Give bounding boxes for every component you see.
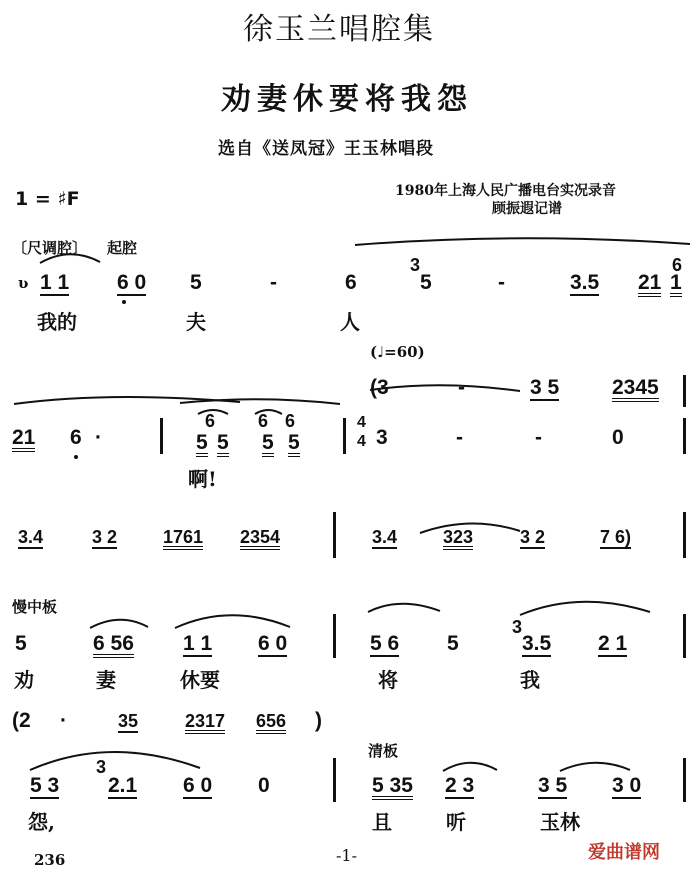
note-group: 656 [256, 712, 286, 734]
note-group: 2354 [240, 528, 280, 550]
note: 5 [447, 632, 459, 655]
barline [683, 375, 686, 407]
note-group: 3.4 [372, 527, 398, 547]
barline [683, 512, 686, 558]
note-group: 2.1 [108, 774, 138, 797]
barline [333, 512, 336, 558]
note-group: 7 6) [600, 527, 632, 547]
dash: - [535, 426, 542, 449]
note: 5 [217, 432, 229, 457]
corner-number: 236 [34, 851, 66, 869]
note-group: 21 [638, 272, 661, 297]
barline [333, 758, 336, 802]
grace-note: 6 [205, 411, 216, 431]
rest: 0 [258, 774, 270, 797]
lyric: 且 [372, 810, 392, 834]
breath-mark: ʋ [18, 274, 29, 292]
grace-note: 6 [285, 411, 296, 431]
barline [333, 614, 336, 658]
note-group: 3 0 [612, 774, 642, 797]
lyric: 听 [446, 810, 466, 834]
lyric: 我的 [37, 310, 77, 334]
note-group: 6 0 [258, 632, 288, 655]
page-number: -1- [336, 846, 357, 865]
note-group: 3 2 [92, 527, 118, 547]
rest: 0 [612, 426, 624, 449]
dash: - [498, 271, 505, 294]
lyric: 将 [378, 668, 398, 692]
lyric: 休要 [180, 668, 220, 692]
note-group: 35 [118, 711, 139, 731]
lyric: 劝 [14, 668, 34, 692]
lyric: 人 [340, 310, 360, 334]
barline [683, 418, 686, 454]
note-group: 3.4 [18, 527, 44, 547]
source-line: 选自《送凤冠》王玉林唱段 [218, 139, 434, 159]
note: 5 [190, 271, 202, 294]
time-signature-top: 4 [357, 414, 366, 431]
note-group: 21 [12, 427, 35, 452]
lyric: 啊! [188, 467, 217, 491]
note: 3 [376, 426, 388, 449]
note-group: 6 0 [183, 774, 213, 797]
note-group: 2317 [185, 712, 225, 734]
note: 5 [262, 432, 274, 457]
closing-paren: ) [315, 709, 322, 732]
collection-title: 徐玉兰唱腔集 [243, 12, 435, 47]
note-group: 3.5 [522, 632, 552, 655]
note-group: 6 0 [117, 271, 147, 294]
note-group: 2 1 [598, 632, 628, 655]
note-group: 5 35 [372, 775, 413, 800]
transcriber: 顾振遐记谱 [492, 201, 562, 217]
note: 5 [196, 432, 208, 457]
barline [160, 418, 163, 454]
time-signature-bottom: 4 [357, 433, 366, 450]
grace-note: 3 [410, 255, 421, 275]
note-group: 3 5 [538, 774, 568, 797]
intro-note: (3 [370, 376, 389, 399]
low-octave-dot [74, 455, 78, 459]
grace-note: 6 [672, 255, 683, 275]
key-signature: 1 = ♯F [15, 188, 80, 210]
barline [683, 614, 686, 658]
note-group: 1 1 [183, 632, 213, 655]
lyric: 夫 [186, 310, 206, 334]
dash: - [458, 376, 465, 399]
note-group: 5 3 [30, 774, 60, 797]
grace-note: 6 [258, 411, 269, 431]
note: 5 [420, 271, 432, 294]
watermark-logo: 爱曲谱网 [588, 842, 660, 863]
dot-extension: · [60, 709, 67, 732]
lyric: 妻 [96, 668, 116, 692]
dash: - [270, 271, 277, 294]
intro-note-group: 3 5 [530, 376, 560, 399]
lyric: 玉林 [540, 810, 580, 834]
intro-label: 〔尺调腔〕 [12, 239, 88, 257]
tempo-marking: 慢中板 [12, 598, 58, 616]
note: 6 [70, 426, 82, 449]
tempo-mark: (♩=60) [370, 343, 425, 361]
dash: - [456, 426, 463, 449]
note-group: 5 6 [370, 632, 400, 655]
barline [683, 758, 686, 802]
note-group: 3.5 [570, 271, 600, 294]
recording-info: 1980年上海人民广播电台实况录音 [395, 183, 616, 199]
note: 5 [288, 432, 300, 457]
note-group: 3 2 [520, 527, 546, 547]
note: 1 [670, 272, 682, 297]
note: 5 [15, 632, 27, 655]
note-group: 323 [443, 528, 473, 550]
dot-extension: · [95, 426, 102, 449]
grace-note: 3 [96, 757, 107, 777]
intro-note-group: 2345 [612, 377, 659, 402]
note-group: 1 1 [40, 271, 70, 294]
start-label: 起腔 [107, 239, 138, 257]
low-octave-dot [122, 300, 126, 304]
lyric: 怨, [28, 810, 55, 834]
note-group: 6 56 [93, 633, 134, 658]
note: (2 [12, 709, 31, 732]
note: 6 [345, 271, 357, 294]
song-title: 劝妻休要将我怨 [221, 82, 473, 117]
section-marking: 清板 [368, 742, 399, 760]
barline [343, 418, 346, 454]
note-group: 2 3 [445, 774, 475, 797]
grace-note: 3 [512, 617, 523, 637]
lyric: 我 [520, 668, 540, 692]
note-group: 1761 [163, 528, 203, 550]
